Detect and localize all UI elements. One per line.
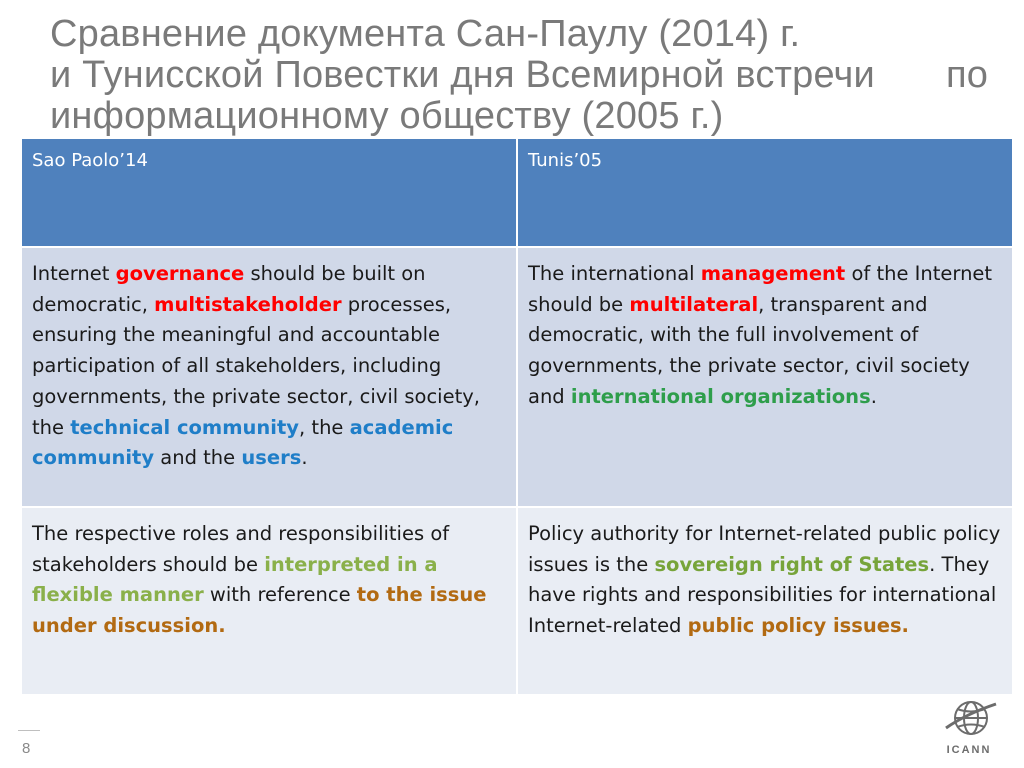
text-span: Internet: [32, 262, 116, 285]
title-line-3: информационному обществу (2005 г.): [50, 95, 724, 137]
cell-sao-paolo-roles: [21, 507, 517, 695]
title-line-2: [50, 55, 1000, 96]
icann-logo: [938, 694, 1000, 764]
text-span: of the Internet should be: [528, 262, 993, 316]
highlight-users: users: [241, 446, 302, 470]
globe-icon: [938, 694, 1000, 742]
highlight-multistakeholder: multistakeholder: [154, 292, 342, 316]
highlight-flexible-manner: interpreted in a flexible manner: [32, 552, 438, 607]
text-span: and the: [154, 446, 242, 470]
text-span: The respective roles and responsibilities of stakeholders should be: [32, 522, 450, 576]
comparison-table: [20, 137, 1014, 696]
title-line-2-main: и Тунисской Повестки дня Всемирной встречи: [50, 54, 875, 96]
highlight-public-policy-issues: public policy issues.: [687, 614, 909, 638]
table-header-row: [21, 138, 1013, 247]
title-line-2-tail: по: [946, 54, 989, 96]
highlight-academic-community: academic community: [32, 415, 454, 470]
text-span: , the: [299, 415, 350, 439]
header-tunis: Tunis’05: [517, 138, 1013, 247]
cell-tunis-policy-authority: [517, 507, 1013, 695]
table-row: [21, 247, 1013, 507]
text-span: The international: [528, 262, 701, 285]
highlight-issue-under-discussion: to the issue under discussion.: [32, 583, 487, 638]
highlight-sovereign-right: sovereign right of States: [654, 552, 930, 576]
highlight-international-organizations: international organizations: [570, 384, 871, 408]
cell-tunis-management: [517, 247, 1013, 507]
highlight-multilateral: multilateral: [629, 292, 759, 316]
text-span: Policy authority for Internet-related public policy issues is the: [528, 522, 1001, 576]
text-span: . They have rights and responsibilities for international Internet-related: [528, 552, 997, 638]
highlight-management: management: [700, 262, 846, 285]
text-span: , transparent and democratic, with the full involvement of governments, the private sector, civil society and: [528, 292, 970, 408]
footer-divider: [18, 730, 40, 731]
text-span: with reference: [203, 583, 357, 607]
highlight-technical-community: technical community: [70, 415, 300, 439]
logo-text: ICANN: [946, 744, 992, 756]
header-sao-paolo: Sao Paolo’14: [21, 138, 517, 247]
text-span: should be built on democratic,: [32, 262, 426, 316]
table-row: [21, 507, 1013, 695]
slide-title: [50, 14, 1000, 137]
text-span: processes, ensuring the meaningful and accountable participation of all stakeholders, including governments, the private sector, civil society, the: [32, 292, 480, 439]
text-span: .: [870, 384, 877, 408]
highlight-governance: governance: [115, 262, 245, 285]
page-number: 8: [22, 740, 31, 757]
text-span: .: [301, 446, 308, 470]
cell-sao-paolo-governance: [21, 247, 517, 507]
title-line-1: Сравнение документа Сан-Паулу (2014) г.: [50, 13, 801, 55]
